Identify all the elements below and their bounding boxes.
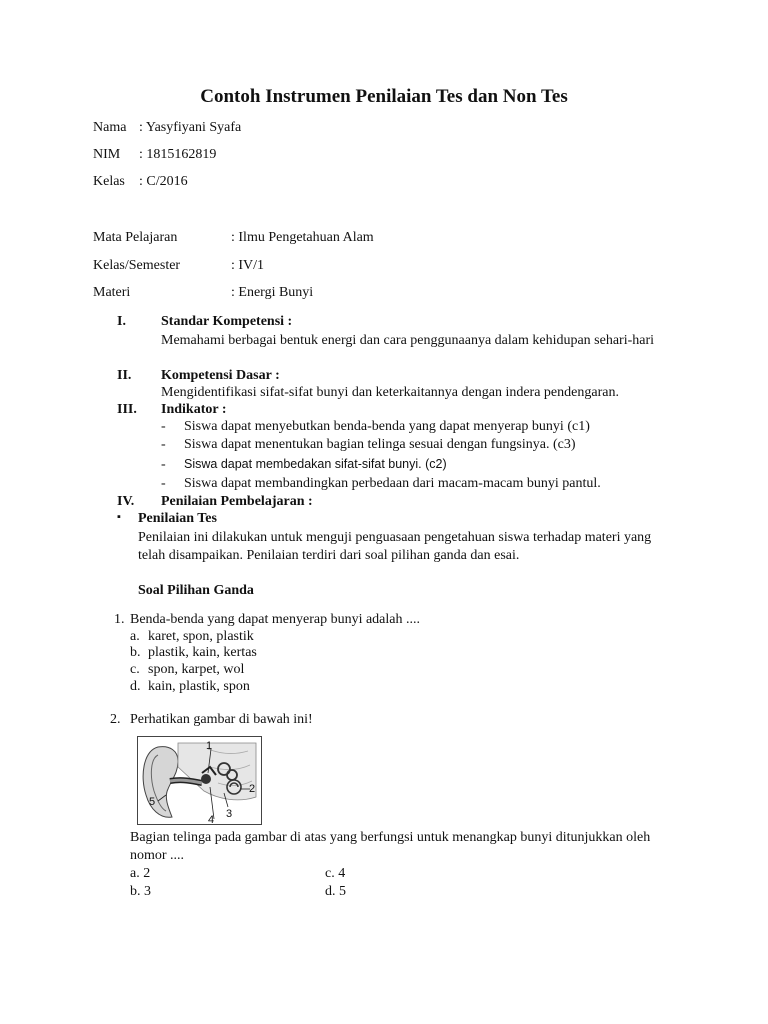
subject-value-kelas-semester: : IV/1 bbox=[231, 258, 265, 273]
subject-value-materi: : Energi Bunyi bbox=[231, 285, 314, 300]
figure-label: 5 bbox=[149, 796, 156, 808]
question-text-1: Benda-benda yang dapat menyerap bunyi adalah .... bbox=[130, 612, 421, 627]
ear-drawing bbox=[138, 737, 261, 824]
option-b: b. 3 bbox=[130, 884, 151, 899]
option-text: plastik, kain, kertas bbox=[148, 645, 257, 660]
identity-label-nama: Nama bbox=[93, 120, 127, 135]
question-number-2: 2. bbox=[110, 712, 121, 727]
option-letter: b. bbox=[130, 645, 141, 660]
question-2-prompt: Bagian telinga pada gambar di atas yang berfungsi untuk menangkap bunyi ditunjukkan oleh nomor .... bbox=[130, 830, 651, 863]
identity-value-kelas: : C/2016 bbox=[139, 174, 188, 189]
section-number-4: IV. bbox=[117, 494, 135, 509]
identity-value-nama: : Yasyfiyani Syafa bbox=[139, 120, 242, 135]
indikator-item: Siswa dapat membedakan sifat-sifat bunyi. (c2) bbox=[184, 457, 447, 471]
section-heading-kompetensi-dasar: Kompetensi Dasar : bbox=[161, 368, 280, 383]
penilaian-tes-heading: Penilaian Tes bbox=[138, 511, 217, 526]
option-a: a. 2 bbox=[130, 866, 151, 881]
identity-label-kelas: Kelas bbox=[93, 174, 125, 189]
indikator-item: Siswa dapat menyebutkan benda-benda yang dapat menyerap bunyi (c1) bbox=[184, 419, 590, 434]
option-text: kain, plastik, spon bbox=[148, 679, 250, 694]
section-number-3: III. bbox=[117, 402, 137, 417]
section-number-2: II. bbox=[117, 368, 132, 383]
bullet-dash: - bbox=[161, 457, 166, 472]
option-d: d. 5 bbox=[325, 884, 346, 899]
option-letter: d. bbox=[130, 679, 141, 694]
figure-label: 4 bbox=[208, 814, 215, 824]
section-number-1: I. bbox=[117, 314, 126, 329]
identity-label-nim: NIM bbox=[93, 147, 121, 162]
subject-label-mapel: Mata Pelajaran bbox=[93, 230, 178, 245]
bullet-dash: - bbox=[161, 437, 166, 452]
figure-label: 2 bbox=[249, 783, 256, 795]
ear-anatomy-figure bbox=[137, 736, 262, 825]
section-heading-standar-kompetensi: Standar Kompetensi : bbox=[161, 314, 293, 329]
option-letter: a. bbox=[130, 629, 140, 644]
soal-pilihan-ganda-heading: Soal Pilihan Ganda bbox=[138, 583, 254, 598]
option-letter: c. bbox=[130, 662, 140, 677]
figure-label: 3 bbox=[226, 808, 233, 820]
indikator-item: Siswa dapat membandingkan perbedaan dari macam-macam bunyi pantul. bbox=[184, 476, 601, 491]
bullet-dash: - bbox=[161, 419, 166, 434]
section-body-standar-kompetensi: Memahami berbagai bentuk energi dan cara penggunaanya dalam kehidupan sehari-hari bbox=[161, 333, 655, 348]
question-number-1: 1. bbox=[114, 612, 125, 627]
section-heading-indikator: Indikator : bbox=[161, 402, 227, 417]
subject-value-mapel: : Ilmu Pengetahuan Alam bbox=[231, 230, 374, 245]
question-text-2: Perhatikan gambar di bawah ini! bbox=[130, 712, 313, 727]
square-bullet-icon: ▪ bbox=[117, 511, 121, 523]
subject-label-kelas-semester: Kelas/Semester bbox=[93, 258, 181, 273]
document-title: Contoh Instrumen Penilaian Tes dan Non Tes bbox=[200, 86, 568, 107]
option-c: c. 4 bbox=[325, 866, 346, 881]
figure-label: 1 bbox=[206, 740, 213, 752]
penilaian-tes-body: Penilaian ini dilakukan untuk menguji penguasaan pengetahuan siswa terhadap materi yang telah disampaikan. Penilaian terdiri dari soal pilihan ganda dan esai. bbox=[138, 530, 652, 563]
option-text: spon, karpet, wol bbox=[148, 662, 245, 677]
section-body-kompetensi-dasar: Mengidentifikasi sifat-sifat bunyi dan keterkaitannya dengan indera pendengaran. bbox=[161, 385, 619, 400]
subject-label-materi: Materi bbox=[93, 285, 131, 300]
section-heading-penilaian-pembelajaran: Penilaian Pembelajaran : bbox=[161, 494, 313, 509]
indikator-item: Siswa dapat menentukan bagian telinga sesuai dengan fungsinya. (c3) bbox=[184, 437, 576, 452]
identity-value-nim: : 1815162819 bbox=[139, 147, 217, 162]
option-text: karet, spon, plastik bbox=[148, 629, 254, 644]
bullet-dash: - bbox=[161, 476, 166, 491]
